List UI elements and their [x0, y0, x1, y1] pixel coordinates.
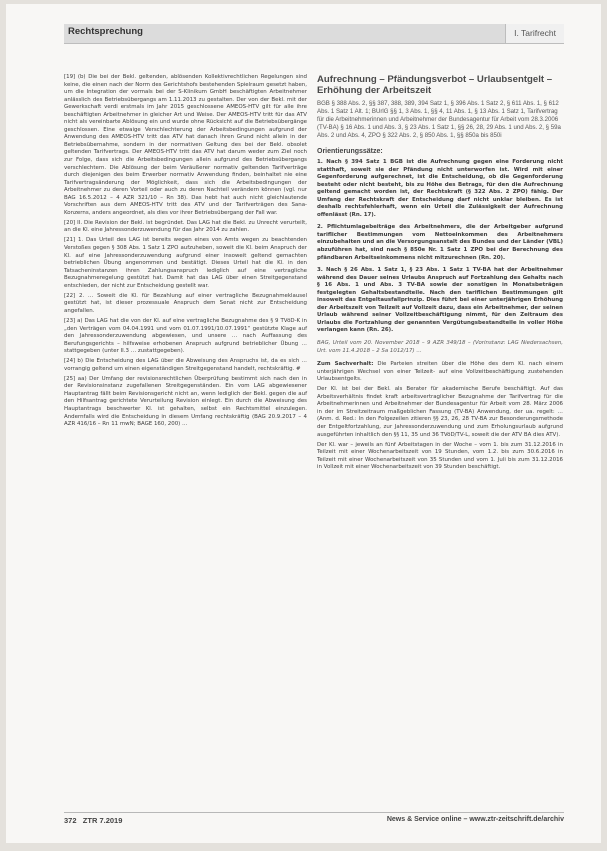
left-column	[64, 74, 307, 431]
paragraph: [21] 1. Das Urteil des LAG ist bereits wegen eines von Amts wegen zu beachtenden Verstoßes gegen § 308 Abs. 1 Satz 1 ZPO aufzuheben, soweit die Kl. beim Anspruch der Kl. auf eine Jahressonderzuwendung aufgrund einer insoweit geltend gemachten betrieblichen Übung angenommen und bestätigt. Dieses Urteil hat die Kl. in den Tatsacheninstanzen ihren Zahlungsanspruch lediglich auf eine vertragliche Bezugnahmeregelung gestützt hat. Damit hat das LAG über einen Streitgegenstand entschieden, der nicht zur Entscheidung gestellt war.	[64, 237, 307, 289]
section-tag: I. Tarifrecht	[505, 24, 564, 43]
paragraph: [25] aa) Der Umfang der revisionsrechtlichen Überprüfung bestimmt sich nach den in der Revisionsinstanz zugefallenen Streitgegenständen. Ein vom LAG abgewiesener Hauptantrag fällt beim Revisionsgericht nicht an, wenn lediglich der Bekl. gegen die auf den Hilfsantrag gerichtete Verurteilung Revision einlegt. Ein durch die Abweisung des Hauptantrags beschwerter Kl. ist gehalten, selbst ein Rechtsmittel einzulegen. Andernfalls wird die Entscheidung in diesem Umfang rechtskräftig (BAG 20.9.2017 – 4 AZR 416/16 – Rn 11 mwN; BAGE 160, 200) …	[64, 375, 307, 428]
journal-page	[6, 4, 601, 843]
page-number: 372	[64, 816, 77, 825]
paragraph: Der Kl. ist bei der Bekl. als Berater für akademische Berufe beschäftigt. Auf das Arbeitsverhältnis findet kraft arbeitsvertraglicher Bezugnahme der Tarifvertrag für die Arbeitnehmerinnen und Arbeitnehmer der Bundesagentur für Arbeit vom 28. März 2006 in der im Streitzeitraum maßgeblichen Fassung (TV-BA) Anwendung, der ua. regelt: … (Anm. d. Red.: In den Folgezeilen zitieren §§ 23, 26, 28 TV-BA zur Besonderungsmethode der Entgeltfortzahlung, zur Jahressonderzuwendung und zum Erholungsurlaub aufgrund ausgeführten inhaltlich den §§ 11, 35 und 36 TVöD/TV-L, soweit die der ATV BA dies ATV).	[317, 386, 563, 438]
service-link: News & Service online – www.ztr-zeitschrift.de/archiv	[386, 816, 564, 823]
legal-norms: BGB § 388 Abs. 2, §§ 387, 388, 389, 394 Satz 1, § 396 Abs. 1 Satz 2, § 611 Abs. 1, § 612 Abs. 1 Satz 1 Alt. 1; BUrlG §§ 1, 3 Abs. 1, §§ 4, 11 Abs. 1, § 13 Abs. 1 Satz 1, Tarifvertrag für die Arbeitnehmerinnen und Arbeitnehmer der Bundesagentur für Arbeit vom 28.3.2006 (TV-BA) § 16 Abs. 1 und Abs. 3, § 23 Abs. 1 Satz 1, §§ 26, 28, 29 Abs. 1 und Abs. 2, § 59a Abs. 2 und Abs. 4, ZPO § 322 Abs. 2, § 850 Abs. 1, §§ 850a bis 850i	[317, 100, 561, 139]
facts-intro: Die Parteien streiten über die Höhe des dem Kl. nach einem unterjährigen Wechsel von einer Teilzeit- auf eine Vollzeitbeschäftigung zustehenden Urlaubsentgelts.	[317, 361, 563, 383]
case-citation: BAG, Urteil vom 20. November 2018 – 9 AZR 349/18 – (Vorinstanz: LAG Niedersachsen, Urt. vom 11.4.2018 – 2 Sa 1012/17) …	[317, 340, 563, 354]
facts-heading: Zum Sachverhalt:	[317, 361, 374, 368]
guideline: 1. Nach § 394 Satz 1 BGB ist die Aufrechnung gegen eine Forderung nicht statthaft, soweit sie der Pfändung nicht unterworfen ist. Wird mit einer Gegenforderung aufgerechnet, ist die Entscheidung, ob die Gegenforderung besteht oder nicht besteht, bis zu Höhe des Betrags, für den die Aufrechnung geltend gemacht worden ist, der Rechtskraft (§ 322 Abs. 2 ZPO) fähig. Der Umfang der Rechtskraft der Entscheidung darf nicht unklar bleiben. Es ist deshalb rechtsfehlerhaft, wenn ein Urteil die Zulässigkeit der Aufrechnung offenlässt (Rn. 17).	[317, 159, 563, 218]
paragraph: [20] II. Die Revision der Bekl. ist begründet. Das LAG hat die Bekl. zu Unrecht verurteilt, an die Kl. eine Jahressonderzuwendung für das Jahr 2014 zu zahlen.	[64, 219, 307, 234]
facts-intro-paragraph	[317, 361, 563, 384]
footer-rule	[64, 812, 564, 813]
guideline: 2. Pflichtumlagebeiträge des Arbeitnehmers, die der Arbeitgeber aufgrund tariflicher Bestimmungen vom Nettoeinkommen des Arbeitnehmers einzubehalten und an die Versorgungsanstalt des Bundes und der Länder (VBL) abzuführen hat, sind nach § 850e Nr. 1 Satz 1 ZPO bei der Berechnung des pfändbaren Arbeitseinkommens nicht mitzurechnen (Rn. 20).	[317, 224, 563, 261]
journal-issue: ZTR 7.2019	[82, 816, 123, 825]
right-column	[317, 74, 563, 474]
paragraph: [19] (b) Die bei der Bekl. geltenden, ablösenden Kollektivrechtlichen Regelungen sind keine, die einen nach der Norm des Gerichtshofs bestehenden Spielraum gesetzt haben, um die Integration der vormals bei der S-Klinikum GmbH beschäftigten Arbeitnehmer anlässlich des Betriebsübergangs am 1.11.2013 zu gestalten. Der von der Bekl. mit der Gewerkschaft verdi erstmals im Jahr 2015 geschlossene AMEOS-HTV gilt für alle ihre beschäftigten Arbeitnehmer in gleicher Art und Weise. Der AMEOS-HTV tritt für das ATV nicht als vereinbarte Ablösung ein und wurde ohne Rücksicht auf die Betriebsübergänge geschlossen. Eine etwaige Verschlechterung der Arbeitsbedingungen aufgrund der Anwendung des AMEOS-HTV tritt das ATV hat danach ihren Grund nicht allein in der Betriebsübernahme, sondern in der normativen Geltung des bei der Bekl. obsolet geltenden Tarifvertrags. Der AMEOS-HTV tritt das ATV hat darum weder zum Ziel noch zur Folge, dass sich die Arbeitsbedingungen allein aufgrund des Betriebsübergangs verschlechtern. Die Ablösung der beim Veräußerer normativ geltenden Tarifverträge durch diejenigen des beim Erwerber normativ Anwendung finden, beinhaltet nie eine Tarifvertragsänderung der Möglichkeit, dass sich die Arbeitsbedingungen der Arbeitnehmer zu deren Vorteil oder auch zu deren Nachteil verändern können (vgl. nur BAG 16.5.2012 – 4 AZR 321/10 – Rn 38). Das hebt hat auch nicht gleichlautende Vorschriften aus dem AMEOS-HTV tritt des ATV und der Tarifverträgen des Sana-Konzerns, anders angeordnet, als dies vor ihrer Betriebsübergang der Fall war.	[64, 74, 307, 216]
paragraph: Der Kl. war – jeweils an fünf Arbeitstagen in der Woche – vom 1. bis zum 31.12.2016 in Teilzeit mit einer Wochenarbeitszeit von 19 Stunden, vom 1.2. bis zum 30.6.2016 in Teilzeit mit einer Wochenarbeitszeit von 35 Stunden und vom 1. Juli bis zum 31.12.2016 in Vollzeit mit einer Wochenarbeitszeit von 39 Stunden beschäftigt.	[317, 441, 563, 471]
guideline: 3. Nach § 26 Abs. 1 Satz 1, § 23 Abs. 1 Satz 1 TV-BA hat der Arbeitnehmer während des Dauer seines Urlaubs Anspruch auf Fortzahlung des Gehalts nach § 16 Abs. 1 und Abs. 3 TV-BA sowie der sonstigen in Monatsbeträgen festgelegten Gehaltsbestandteile. Nach den tariflichen Bestimmungen gilt insoweit das Entgeltausfallprinzip. Dies führt bei einer unterjährigen Erhöhung der Arbeitszeit von Teilzeit auf Vollzeit dazu, dass ein Arbeitnehmer, der seinen Urlaub während seiner Vollzeitbeschäftigung nimmt, für den Zeitraum des Urlaubs die Fortzahlung der genannten Vergütungsbestandteile in voller Höhe verlangen kann (Rn. 26).	[317, 267, 563, 334]
paragraph: [22] 2. … Soweit die Kl. für Bezahlung auf einer vertragliche Bezugnahmeklausel gestützt hat, ist dieser prozessuale Anspruch dem Senat nicht zur Entscheidung angefallen.	[64, 292, 307, 314]
section-label: Rechtsprechung	[68, 26, 143, 37]
case-title: Aufrechnung – Pfändungsverbot – Urlaubsentgelt – Erhöhung der Arbeitszeit	[317, 74, 553, 96]
footer-left	[64, 816, 122, 825]
guidelines-heading: Orientierungssätze:	[317, 148, 383, 155]
running-header	[64, 24, 564, 44]
paragraph: [23] a) Das LAG hat die von der Kl. auf eine vertragliche Bezugnahme des § 9 TVöD-K in „den Verträgen vom 04.04.1991 und vom 01.07.1991/10.07.1991“ gestützte Klage auf den Jahressonderzuwendung abgewiesen, und unsere … nach Auffassung des Berufungsgerichts – hilfsweise erhobenen Anspruch aufgrund betrieblicher Übung … stattgegeben (unter II.3 … zustattgegeben).	[64, 317, 307, 355]
paragraph: [24] b) Die Entscheidung des LAG über die Abweisung des Anspruchs ist, da es sich … vorrangig geltend um einen eigenständigen Streitgegenstand handelt, rechtskräftig. #	[64, 358, 307, 372]
